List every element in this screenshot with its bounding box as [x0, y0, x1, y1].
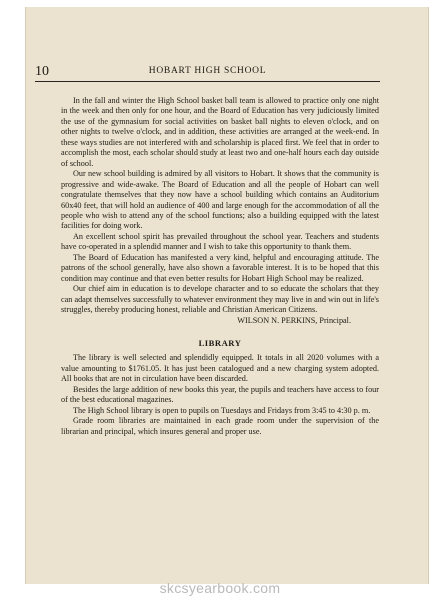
- header-rule: [35, 81, 380, 82]
- signature: WILSON N. PERKINS, Principal.: [237, 315, 351, 325]
- page-number: 10: [35, 64, 49, 79]
- body-text: [61, 96, 379, 437]
- paragraph-basketball: In the fall and winter the High School basket ball team is allowed to practice only one night in the week and then only for one hour, and the Board of Education has very judiciously limited the use of the gymnasium for social activities on basket ball nights to eleven o'clock, and on other nights to twelve o'clock, and in addition, these activities are arranged at the week-end. In these ways studies are not interfered with and scholarship is placed first. We feel that in order to accomplish the most, each scholar should study at least two and one-half hours each day outside of school.: [61, 96, 379, 168]
- library-paragraph: The High School library is open to pupils on Tuesdays and Fridays from 3:45 to 4:30 p. m.: [73, 405, 371, 415]
- paragraph-board: The Board of Education has manifested a very kind, helpful and encouraging attitude. The patrons of the school generally, have also shown a favorable interest. It is to be hoped that this condition may continue and that even better results for Hobart High School may be realized.: [61, 252, 379, 283]
- paragraph-aim: Our chief aim in education is to develope character and to so educate the scholars that they can adapt themselves successfully to whatever environment they may live in and win out in life's struggles, thereby producing honest, reliable and Christian American Citizens.: [61, 284, 379, 315]
- paragraph-building: Our new school building is admired by all visitors to Hobart. It shows that the community is progressive and wide-awake. The Board of Education and all the people of Hobart can well congratulate themselves that they now have a school building which contains an Auditorium 60x40 feet, that will hold an audience of 400 and large enough for the accommodation of all the people who wish to attend any of the school functions; also a building equipped with the latest facilities for doing work.: [61, 169, 379, 231]
- library-paragraph: The library is well selected and splendidly equipped. It totals in all 2020 volumes with a value amounting to $1761.05. It has just been catalogued and a new charging system adopted. All books that are not in circulation have been discarded.: [61, 353, 379, 384]
- library-paragraph: Grade room libraries are maintained in each grade room under the supervision of the librarian and principal, which insures general and proper use.: [61, 416, 379, 436]
- library-paragraph: Besides the large addition of new books this year, the pupils and teachers have access to four of the best educational magazines.: [61, 384, 379, 405]
- page-header: [35, 64, 380, 80]
- paragraph-school-spirit: An excellent school spirit has prevailed throughout the school year. Teachers and students have co-operated in a splendid manner and I wish to take this opportunity to thank them.: [61, 231, 379, 252]
- running-head: HOBART HIGH SCHOOL: [148, 66, 267, 76]
- watermark: skcsyearbook.com: [159, 580, 281, 596]
- library-heading: LIBRARY: [198, 337, 242, 348]
